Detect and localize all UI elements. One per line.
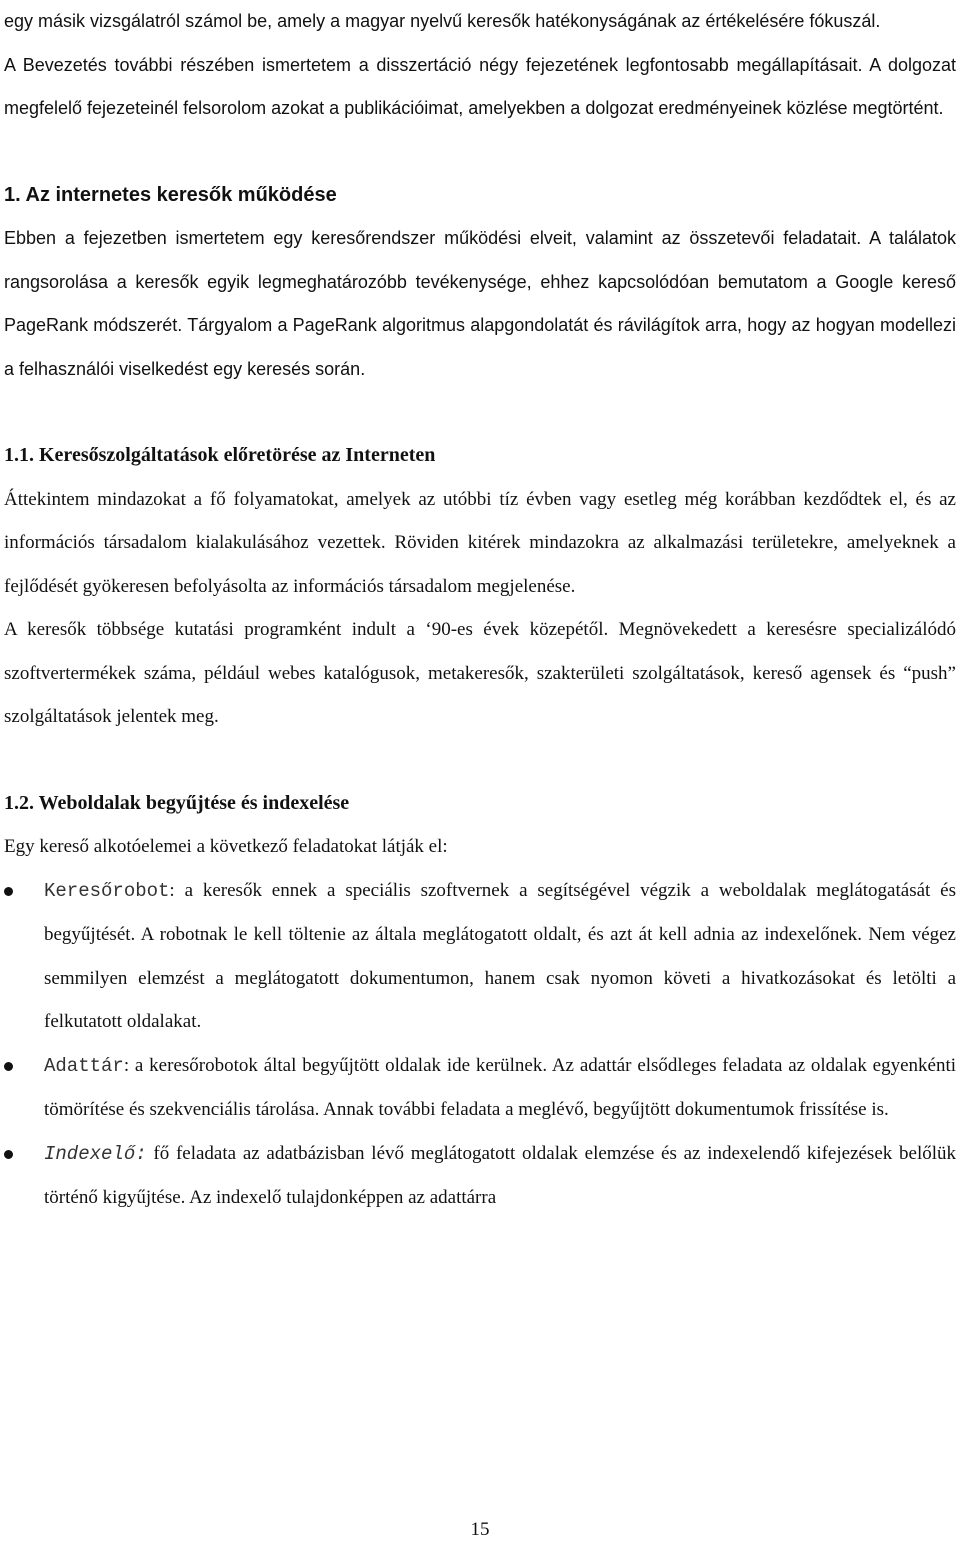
chapter-paragraph: Ebben a fejezetben ismertetem egy keresőrendszer működési elveit, valamint az összetevői feladatait. A találatok rangsorolása a keresők egyik legmeghatározóbb tevékenysége, ehhez kapcsolódóan bemutatom a Google kereső PageRank módszerét. Tárgyalom a PageRank algoritmus alapgondolatát és rávilágítok arra, hogy az hogyan modellezi a felhasználói viselkedést egy keresés során. [4,228,956,379]
page-number: 15 [470,1519,490,1540]
list-text: fő feladata az adatbázisban lévő meglátogatott oldalak elemzése és az indexelendő kifejezések belőlük történő kigyűjtése. Az indexelő tulajdonképpen az adattárra [44,1142,956,1208]
intro-paragraph-2: A Bevezetés további részében ismertetem a disszertáció négy fejezetének legfontosabb megállapításait. A dolgozat megfelelő fejezeteinél felsorolom azokat a publikációimat, amelyekben a dolgozat eredményeinek közlése megtörtént. [4,54,956,118]
section-1-1-paragraph-2: A keresők többsége kutatási programként indult a ‘90-es évek közepétől. Megnövekedett a keresésre specializálódó szoftvertermékek száma, például webes katalógusok, metakeresők, szakterületi szolgáltatások, kereső agensek és “push” szolgáltatások jelentek meg. [4,619,956,727]
section-heading-1-2: 1.2. Weboldalak begyűjtése és indexelése [4,791,350,814]
document-page [4,0,956,1220]
component-list [4,869,956,1220]
spacer [4,131,956,174]
list-term: Indexelő: [44,1142,147,1165]
list-term: Keresőrobot [44,879,170,902]
list-term: Adattár [44,1054,124,1077]
bullet-icon [4,1062,13,1071]
intro-paragraph-1: egy másik vizsgálatról számol be, amely a magyar nyelvű keresők hatékonyságának az értékelésére fókuszál. [4,11,881,31]
list-item [4,1044,956,1132]
list-text: a keresők ennek a speciális szoftvernek a segítségével végzik a weboldalak meglátogatását és begyűjtését. A robotnak le kell töltenie az általa meglátogatott oldalt, és azt át kell adnia az indexelőnek. Nem végez semmilyen elemzést a meglátogatott dokumentumon, hanem csak nyomon követi a hivatkozásokat és letölti a felkutatott oldalakat. [44,879,956,1032]
list-term-separator: : [123,1054,130,1076]
list-item [4,869,956,1044]
section-1-1-paragraph-1: Áttekintem mindazokat a fő folyamatokat, amelyek az utóbbi tíz évben vagy esetleg még korábban kezdődtek el, és az információs társadalom kialakulásához vezettek. Röviden kitérek mindazokra az alkalmazási területekre, amelyeknek a fejlődését gyökeresen befolyásolta az információs társadalom megjelenése. [4,488,956,597]
bullet-icon [4,887,13,896]
bullet-icon [4,1150,13,1159]
list-item [4,1132,956,1220]
section-heading-1-1: 1.1. Keresőszolgáltatások előretörése az Interneten [4,444,436,466]
list-term-separator: : [169,879,175,901]
chapter-heading: 1. Az internetes keresők működése [4,183,337,206]
list-text: a keresőrobotok által begyűjtött oldalak ide kerülnek. Az adattár elsődleges feladata az oldalak egyenkénti tömörítése és szekvenciális tárolása. Annak további feladata a meglévő, begyűjtött dokumentumok frissítése is. [44,1054,956,1120]
spacer [4,391,956,434]
section-1-2-intro: Egy kereső alkotóelemei a következő feladatokat látják el: [4,836,448,857]
spacer [4,739,956,782]
